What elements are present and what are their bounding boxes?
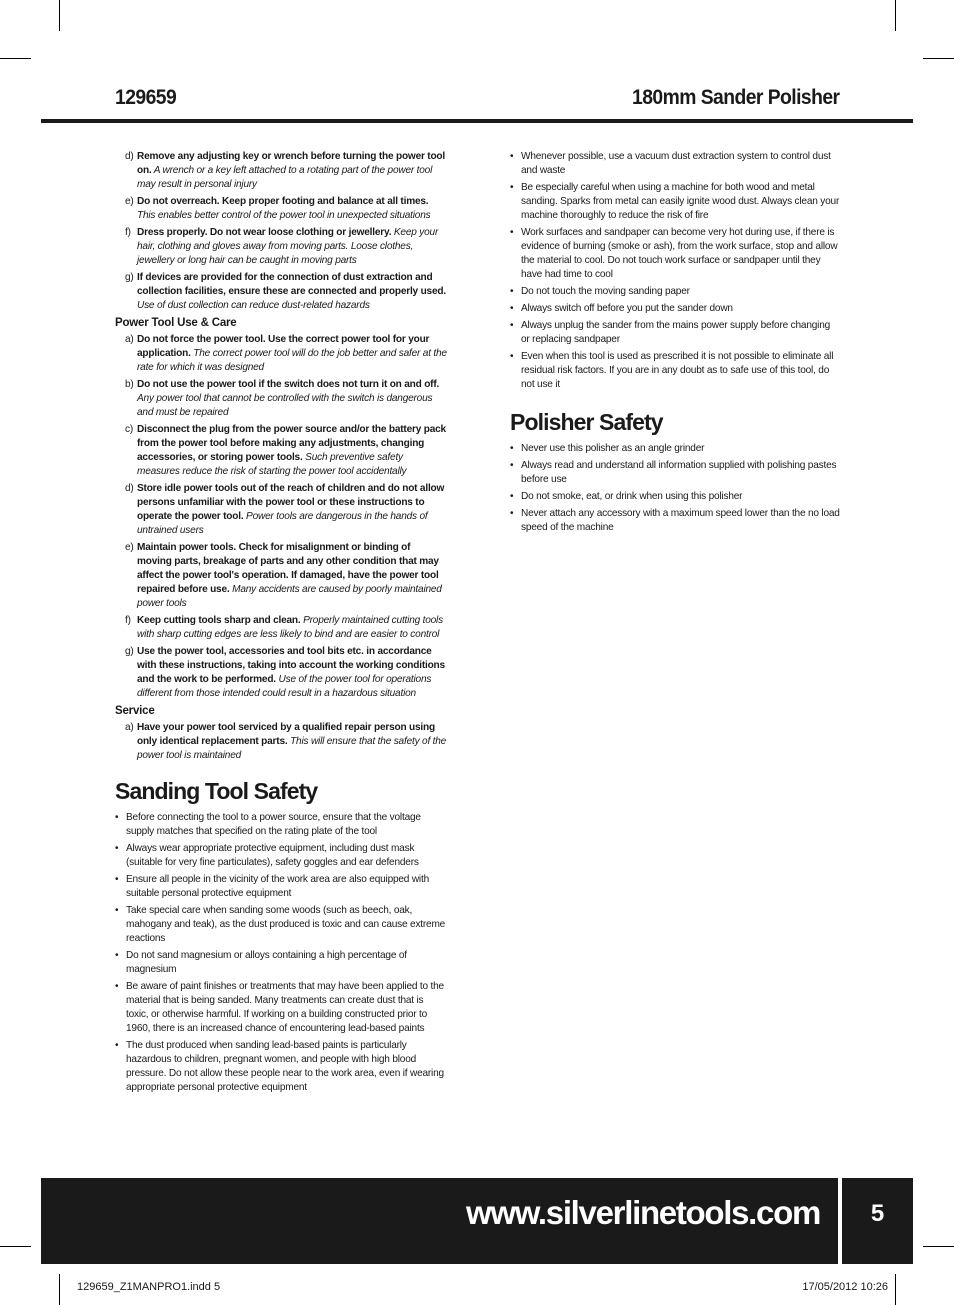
item-explanation: A wrench or a key left attached to a rotating part of the power tool may result in personal injury — [137, 165, 433, 190]
bullet-icon: • — [510, 320, 514, 331]
safety-item — [115, 645, 447, 701]
item-instruction: Keep cutting tools sharp and clean. — [137, 615, 301, 626]
bullet-icon: • — [510, 460, 514, 471]
bullet-item — [510, 285, 840, 299]
bullet-text: Do not sand magnesium or alloys containing a high percentage of magnesium — [126, 950, 407, 975]
crop-mark — [895, 0, 896, 31]
product-code: 129659 — [115, 86, 177, 109]
item-explanation: Use of the power tool for operations different from those intended could result in a hazardous situation — [137, 674, 432, 699]
item-label: f) — [125, 227, 131, 238]
safety-item — [115, 541, 447, 611]
item-instruction: Remove any adjusting key or wrench before turning the power tool on. — [137, 151, 446, 176]
item-explanation: This enables better control of the power tool in unexpected situations — [137, 210, 431, 221]
item-label: g) — [125, 646, 134, 657]
bullet-item — [510, 302, 840, 316]
item-explanation: Power tools are dangerous in the hands of untrained users — [137, 511, 428, 536]
bullet-text: Always wear appropriate protective equipment, including dust mask (suitable for very fine particulates), safety goggles and ear defenders — [126, 843, 419, 868]
product-name: 180mm Sander Polisher — [632, 86, 840, 109]
bullet-item — [510, 226, 840, 282]
sanding-safety-list — [115, 811, 447, 1095]
bullet-item — [510, 507, 840, 535]
bullet-icon: • — [115, 874, 119, 885]
bullet-text: Always unplug the sander from the mains power supply before changing or replacing sandpaper — [521, 320, 831, 345]
date-slug: 17/05/2012 10:26 — [802, 1281, 888, 1293]
polisher-safety-list — [510, 442, 840, 535]
page-number: 5 — [842, 1178, 913, 1264]
item-explanation: Keep your hair, clothing and gloves away from moving parts. Loose clothes, jewellery or long hair can be caught in moving parts — [137, 227, 439, 266]
crop-mark — [0, 58, 31, 59]
item-label: d) — [125, 483, 134, 494]
item-label: f) — [125, 615, 131, 626]
bullet-icon: • — [510, 286, 514, 297]
file-slug: 129659_Z1MANPRO1.indd 5 — [77, 1281, 221, 1293]
item-instruction: Do not force the power tool. Use the correct power tool for your application. — [137, 334, 430, 359]
item-explanation: Properly maintained cutting tools with sharp cutting edges are less likely to bind and are easier to control — [137, 615, 443, 640]
bullet-item — [115, 904, 447, 946]
item-label: g) — [125, 272, 134, 283]
use-care-list — [115, 333, 447, 701]
bullet-icon: • — [510, 491, 514, 502]
bullet-icon: • — [115, 1040, 119, 1051]
safety-item — [115, 195, 447, 223]
bullet-icon: • — [115, 981, 119, 992]
bullet-icon: • — [115, 812, 119, 823]
bullet-item — [115, 811, 447, 839]
bullet-item — [510, 150, 840, 178]
bullet-icon: • — [115, 950, 119, 961]
sanding-safety-list-cont — [510, 150, 840, 392]
footer-bar — [41, 1178, 838, 1264]
item-label: a) — [125, 722, 134, 733]
bullet-icon: • — [510, 151, 514, 162]
bullet-item — [115, 949, 447, 977]
crop-mark — [0, 1246, 31, 1247]
bullet-item — [510, 442, 840, 456]
item-explanation: Any power tool that cannot be controlled with the switch is dangerous and must be repaired — [137, 393, 433, 418]
bullet-item — [510, 181, 840, 223]
use-care-heading: Power Tool Use & Care — [115, 317, 237, 329]
item-explanation: Use of dust collection can reduce dust-related hazards — [137, 300, 370, 311]
crop-mark — [923, 1246, 954, 1247]
safety-item — [115, 423, 447, 479]
left-column — [115, 150, 447, 1098]
bullet-text: Never attach any accessory with a maximum speed lower than the no load speed of the machine — [521, 508, 840, 533]
safety-item — [115, 333, 447, 375]
item-label: e) — [125, 542, 134, 553]
item-instruction: If devices are provided for the connection of dust extraction and collection facilities, ensure these are connected and properly used. — [137, 272, 446, 297]
polisher-safety-title: Polisher Safety — [510, 409, 663, 435]
bullet-text: Even when this tool is used as prescribed it is not possible to eliminate all residual risk factors. If you are in any doubt as to safe use of this tool, do not use it — [521, 351, 834, 390]
item-explanation: Many accidents are caused by poorly maintained power tools — [137, 584, 442, 609]
safety-item — [115, 271, 447, 313]
safety-item — [115, 721, 447, 763]
safety-item — [115, 226, 447, 268]
bullet-item — [115, 1039, 447, 1095]
safety-item — [115, 482, 447, 538]
service-list — [115, 721, 447, 763]
item-instruction: Dress properly. Do not wear loose clothing or jewellery. — [137, 227, 392, 238]
bullet-text: Take special care when sanding some woods (such as beech, oak, mahogany and teak), as the dust produced is toxic and can cause extreme reactions — [126, 905, 446, 944]
bullet-item — [510, 350, 840, 392]
right-column — [510, 150, 840, 538]
bullet-text: Work surfaces and sandpaper can become very hot during use, if there is evidence of burning (smoke or ash), from the work surface, stop and allow the material to cool. Do not touch work surface or sandpaper until they have had time to cool — [521, 227, 838, 280]
bullet-text: Ensure all people in the vicinity of the work area are also equipped with suitable personal protective equipment — [126, 874, 429, 899]
bullet-text: Whenever possible, use a vacuum dust extraction system to control dust and waste — [521, 151, 831, 176]
bullet-icon: • — [115, 905, 119, 916]
safety-item — [115, 150, 447, 192]
bullet-item — [510, 490, 840, 504]
website-link[interactable]: www.silverlinetools.com — [466, 1194, 820, 1231]
bullet-icon: • — [510, 303, 514, 314]
item-explanation: The correct power tool will do the job better and safer at the rate for which it was designed — [137, 348, 447, 373]
crop-mark — [895, 1274, 896, 1305]
crop-mark — [923, 58, 954, 59]
bullet-text: Before connecting the tool to a power source, ensure that the voltage supply matches that specified on the rating plate of the tool — [126, 812, 421, 837]
item-label: a) — [125, 334, 134, 345]
bullet-item — [510, 319, 840, 347]
item-label: b) — [125, 379, 134, 390]
crop-mark — [59, 0, 60, 31]
bullet-text: Always read and understand all information supplied with polishing pastes before use — [521, 460, 837, 485]
crop-mark — [59, 1274, 60, 1305]
bullet-icon: • — [510, 227, 514, 238]
item-instruction: Use the power tool, accessories and tool bits etc. in accordance with these instructions, taking into account the working conditions and the work to be performed. — [137, 646, 445, 685]
service-heading: Service — [115, 705, 155, 717]
sanding-safety-title: Sanding Tool Safety — [115, 778, 318, 804]
item-instruction: Maintain power tools. Check for misalignment or binding of moving parts, breakage of parts and any other condition that may affect the power tool's operation. If damaged, have the power tool repaired before use. — [137, 542, 439, 595]
bullet-icon: • — [115, 843, 119, 854]
safety-item — [115, 614, 447, 642]
bullet-text: Never use this polisher as an angle grinder — [521, 443, 705, 454]
bullet-icon: • — [510, 182, 514, 193]
bullet-text: The dust produced when sanding lead-based paints is particularly hazardous to children, pregnant women, and people with high blood pressure. Do not allow these people near to the work area, even if wearing appropriate personal protective equipment — [126, 1040, 444, 1093]
bullet-text: Be aware of paint finishes or treatments that may have been applied to the material that is being sanded. Many treatments can create dust that is toxic, or otherwise harmful. If working on a building constructed prior to 1960, there is an increased chance of encountering lead-based paints — [126, 981, 444, 1034]
item-label: d) — [125, 151, 134, 162]
item-instruction: Do not use the power tool if the switch does not turn it on and off. — [137, 379, 440, 390]
bullet-item — [510, 459, 840, 487]
bullet-text: Do not smoke, eat, or drink when using this polisher — [521, 491, 743, 502]
bullet-item — [115, 873, 447, 901]
item-instruction: Have your power tool serviced by a qualified repair person using only identical replacement parts. — [137, 722, 435, 747]
bullet-item — [115, 980, 447, 1036]
general-safety-list — [115, 150, 447, 313]
item-explanation: This will ensure that the safety of the power tool is maintained — [137, 736, 447, 761]
bullet-icon: • — [510, 508, 514, 519]
item-instruction: Store idle power tools out of the reach of children and do not allow persons unfamiliar with the power tool or these instructions to operate the power tool. — [137, 483, 445, 522]
item-label: e) — [125, 196, 134, 207]
safety-item — [115, 378, 447, 420]
header-rule — [41, 119, 913, 123]
item-instruction: Disconnect the plug from the power source and/or the battery pack from the power tool before making any adjustments, changing accessories, or storing power tools. — [137, 424, 446, 463]
bullet-icon: • — [510, 443, 514, 454]
item-label: c) — [125, 424, 134, 435]
bullet-text: Be especially careful when using a machine for both wood and metal sanding. Sparks from metal can easily ignite wood dust. Always clean your machine thoroughly to reduce the risk of fire — [521, 182, 840, 221]
bullet-item — [115, 842, 447, 870]
bullet-text: Do not touch the moving sanding paper — [521, 286, 690, 297]
item-explanation: Such preventive safety measures reduce the risk of starting the power tool accidentally — [137, 452, 407, 477]
bullet-icon: • — [510, 351, 514, 362]
item-instruction: Do not overreach. Keep proper footing and balance at all times. — [137, 196, 429, 207]
bullet-text: Always switch off before you put the sander down — [521, 303, 733, 314]
